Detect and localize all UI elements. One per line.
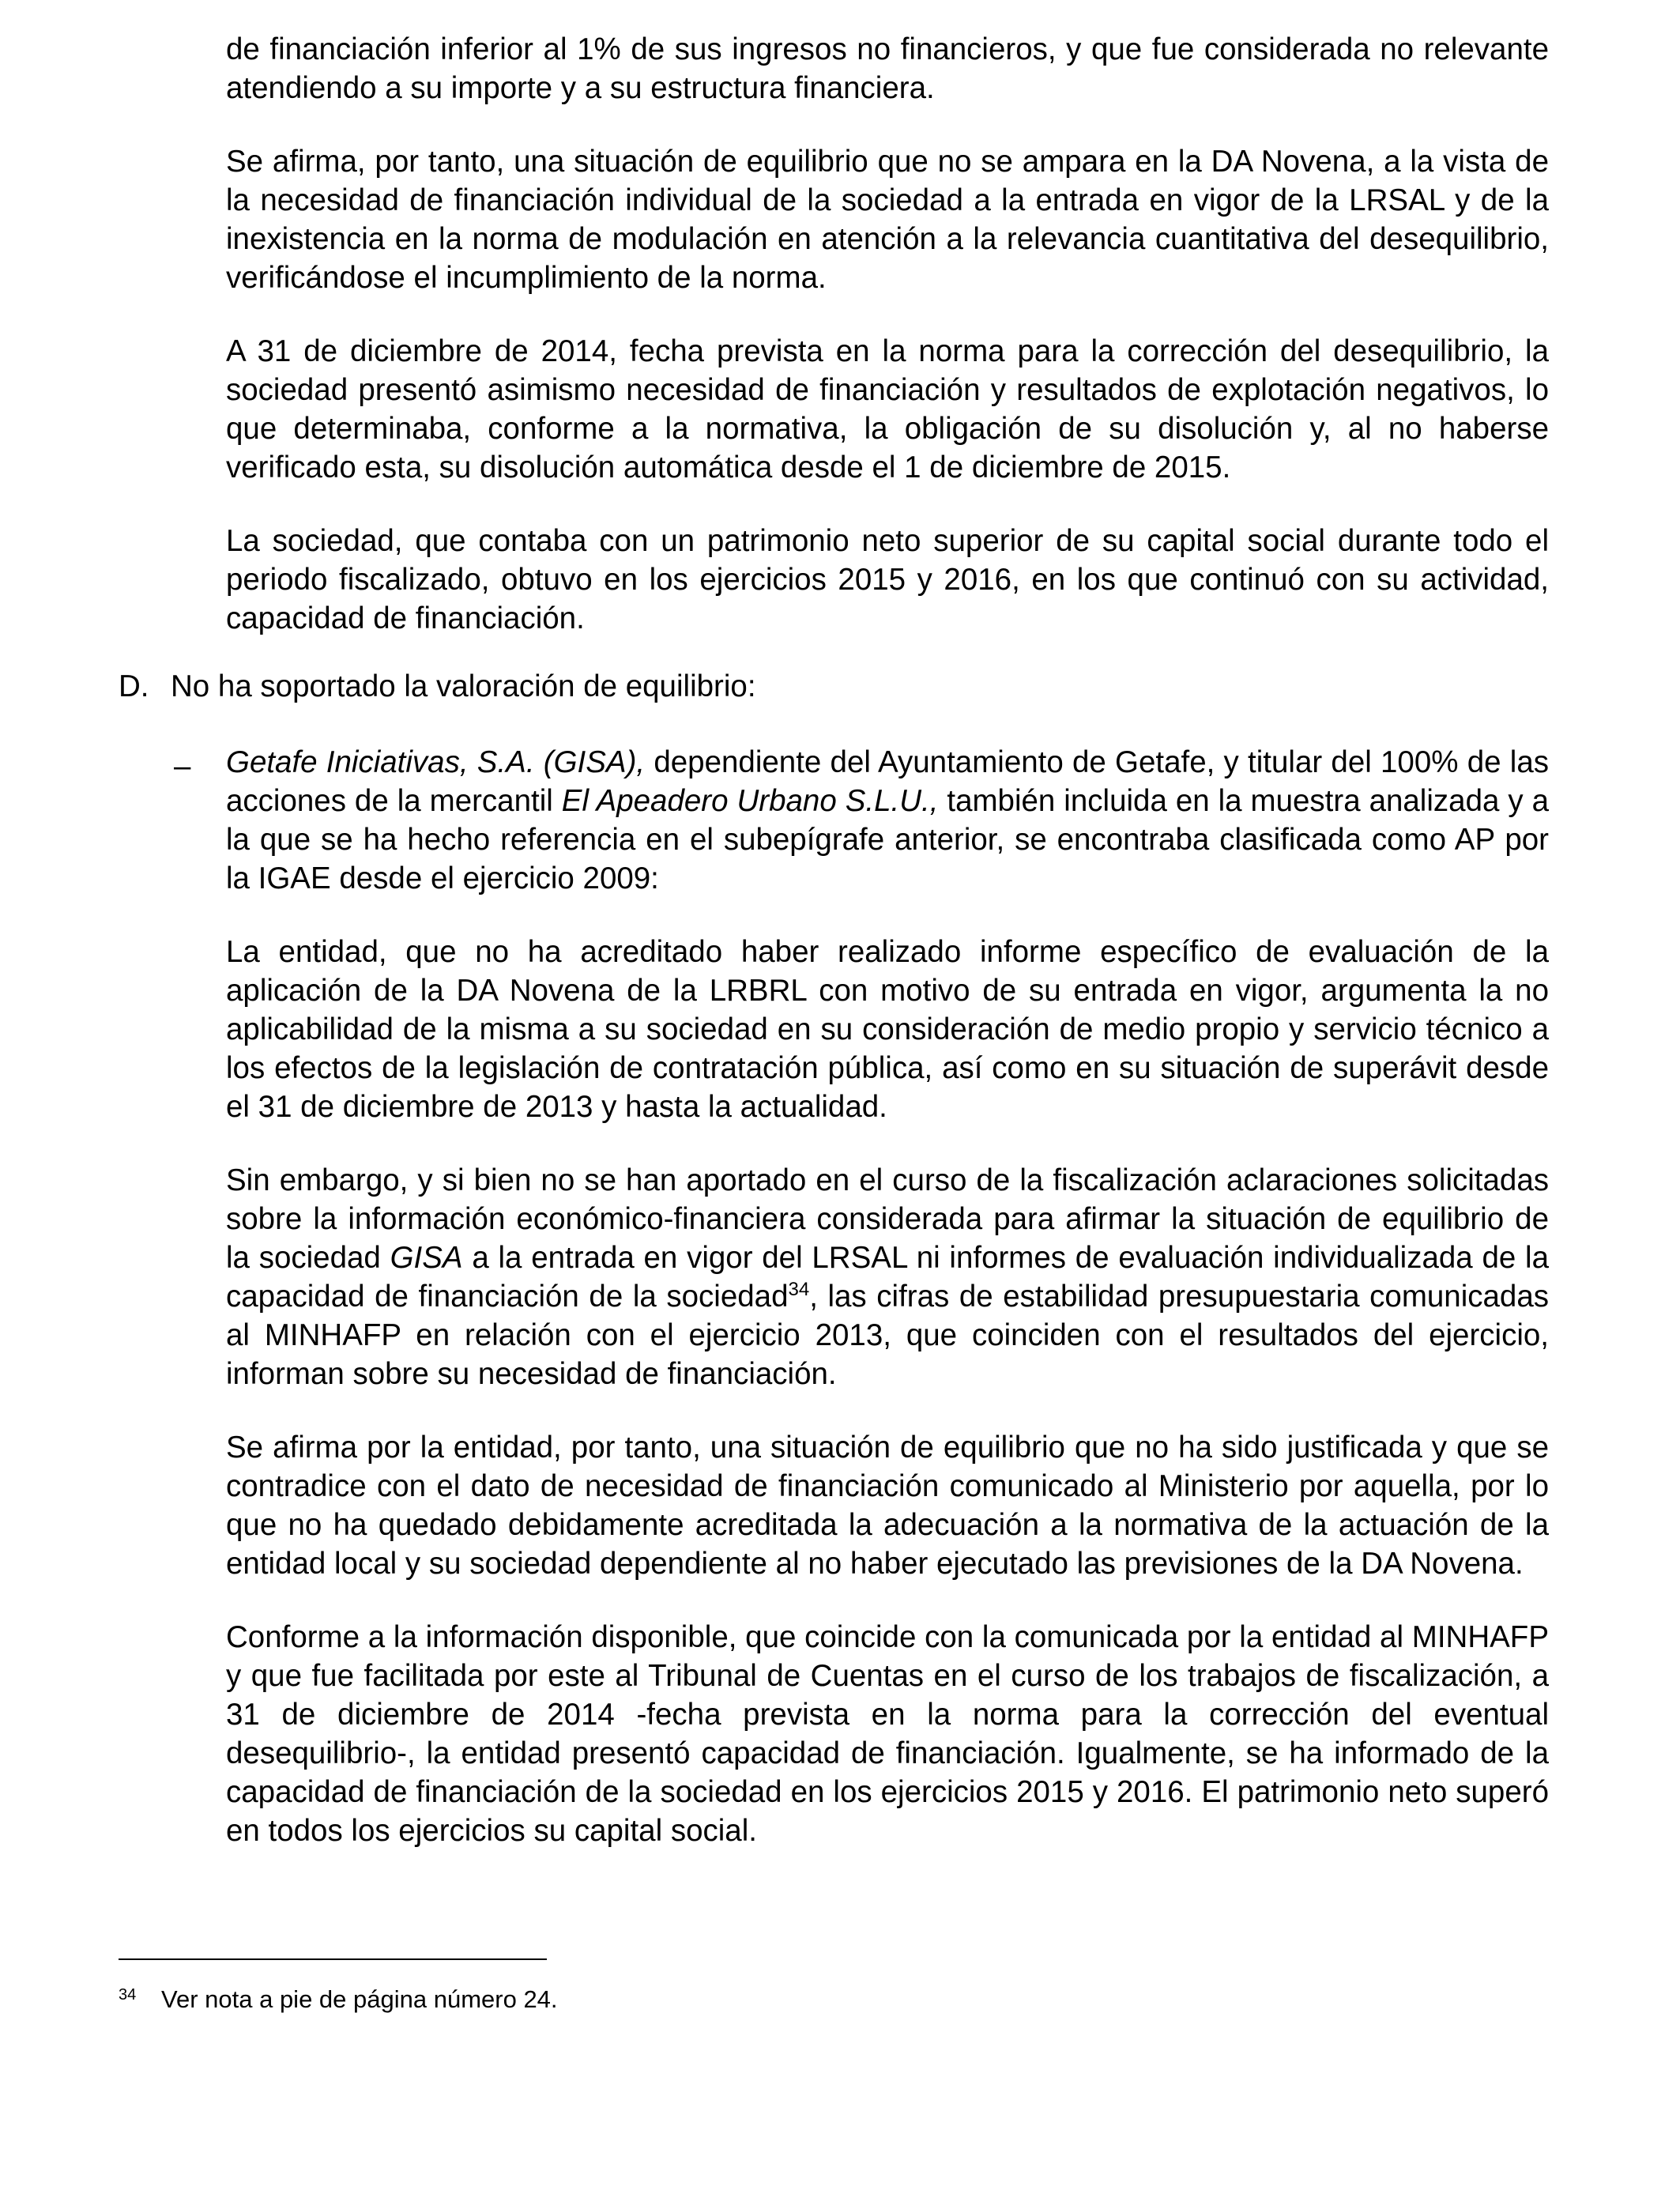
- entity-name: GISA: [390, 1241, 463, 1275]
- paragraph: Se afirma por la entidad, por tanto, una situación de equilibrio que no ha sido justificada y que se contradice con el dato de necesidad de financiación comunicado al Ministerio por aquella, por lo que no ha quedado debidamente acreditada la adecuación a la normativa de la actuación de la entidad local y su sociedad dependiente al no haber ejecutado las previsiones de la DA Novena.: [226, 1431, 1549, 1581]
- footnote: [119, 1984, 558, 2015]
- text-run: Sin embargo, y si bien no se han aportado en el curso de la fiscalización aclaraciones solicitadas sobre la información económico-financiera considerada para afirmar la situación de equilibrio de la sociedad: [226, 1163, 1549, 1275]
- paragraph: Se afirma, por tanto, una situación de equilibrio que no se ampara en la DA Novena, a la vista de la necesidad de financiación individual de la sociedad a la entrada en vigor de la LRSAL y de la inexistencia en la norma de modulación en atención a la relevancia cuantitativa del desequilibrio, verificándose el incumplimiento de la norma.: [226, 145, 1549, 295]
- text-run: a la entrada en vigor del LRSAL ni informes de evaluación individualizada de la capacidad de financiación de la sociedad: [226, 1241, 1549, 1314]
- footnote-text: Ver nota a pie de página número 24.: [161, 1985, 558, 2013]
- entity-name: El Apeadero Urbano S.L.U.,: [561, 784, 939, 818]
- section-d-letter: D.: [119, 669, 149, 703]
- text-run: dependiente del Ayuntamiento de Getafe, y titular del 100% de las acciones de la mercantil: [226, 745, 1549, 818]
- footnote-reference[interactable]: 34: [788, 1279, 810, 1301]
- section-d-title: No ha soportado la valoración de equilibrio:: [171, 669, 756, 703]
- text-run: , las cifras de estabilidad presupuestaria comunicadas al MINHAFP en relación con el ejercicio 2013, que coinciden con el resultados del ejercicio, informan sobre su necesidad de financiación.: [226, 1280, 1549, 1391]
- paragraph: La entidad, que no ha acreditado haber realizado informe específico de evaluación de la aplicación de la DA Novena de la LRBRL con motivo de su entrada en vigor, argumenta la no aplicabilidad de la misma a su sociedad en su consideración de medio propio y servicio técnico a los efectos de la legislación de contratación pública, así como en su situación de superávit desde el 31 de diciembre de 2013 y hasta la actualidad.: [226, 935, 1549, 1124]
- paragraph: [226, 743, 1549, 898]
- footnote-number: 34: [119, 1986, 137, 2004]
- text-run: también incluida en la muestra analizada y a la que se ha hecho referencia en el subepígrafe anterior, se encontraba clasificada como AP por la IGAE desde el ejercicio 2009:: [226, 784, 1549, 895]
- body-text-top: [226, 30, 1549, 673]
- gisa-list-item: [226, 743, 1549, 1885]
- footnote-separator: [119, 1958, 547, 1960]
- list-dash-bullet: –: [174, 749, 191, 783]
- paragraph: Conforme a la información disponible, que coincide con la comunicada por la entidad al MINHAFP y que fue facilitada por este al Tribunal de Cuentas en el curso de los trabajos de fiscalización, a 31 de diciembre de 2014 -fecha prevista en la norma para la corrección del eventual desequilibrio-, la entidad presentó capacidad de financiación. Igualmente, se ha informado de la capacidad de financiación de la sociedad en los ejercicios 2015 y 2016. El patrimonio neto superó en todos los ejercicios su capital social.: [226, 1620, 1549, 1848]
- paragraph: La sociedad, que contaba con un patrimonio neto superior de su capital social durante todo el periodo fiscalizado, obtuvo en los ejercicios 2015 y 2016, en los que continuó con su actividad, capacidad de financiación.: [226, 524, 1549, 635]
- entity-name: Getafe Iniciativas, S.A. (GISA),: [226, 745, 646, 779]
- paragraph: de financiación inferior al 1% de sus ingresos no financieros, y que fue considerada no relevante atendiendo a su importe y a su estructura financiera.: [226, 32, 1549, 105]
- paragraph: A 31 de diciembre de 2014, fecha prevista en la norma para la corrección del desequilibrio, la sociedad presentó asimismo necesidad de financiación y resultados de explotación negativos, lo que determinaba, conforme a la normativa, la obligación de su disolución y, al no haberse verificado esta, su disolución automática desde el 1 de diciembre de 2015.: [226, 334, 1549, 484]
- section-d-heading: [119, 667, 756, 706]
- paragraph: [226, 1161, 1549, 1393]
